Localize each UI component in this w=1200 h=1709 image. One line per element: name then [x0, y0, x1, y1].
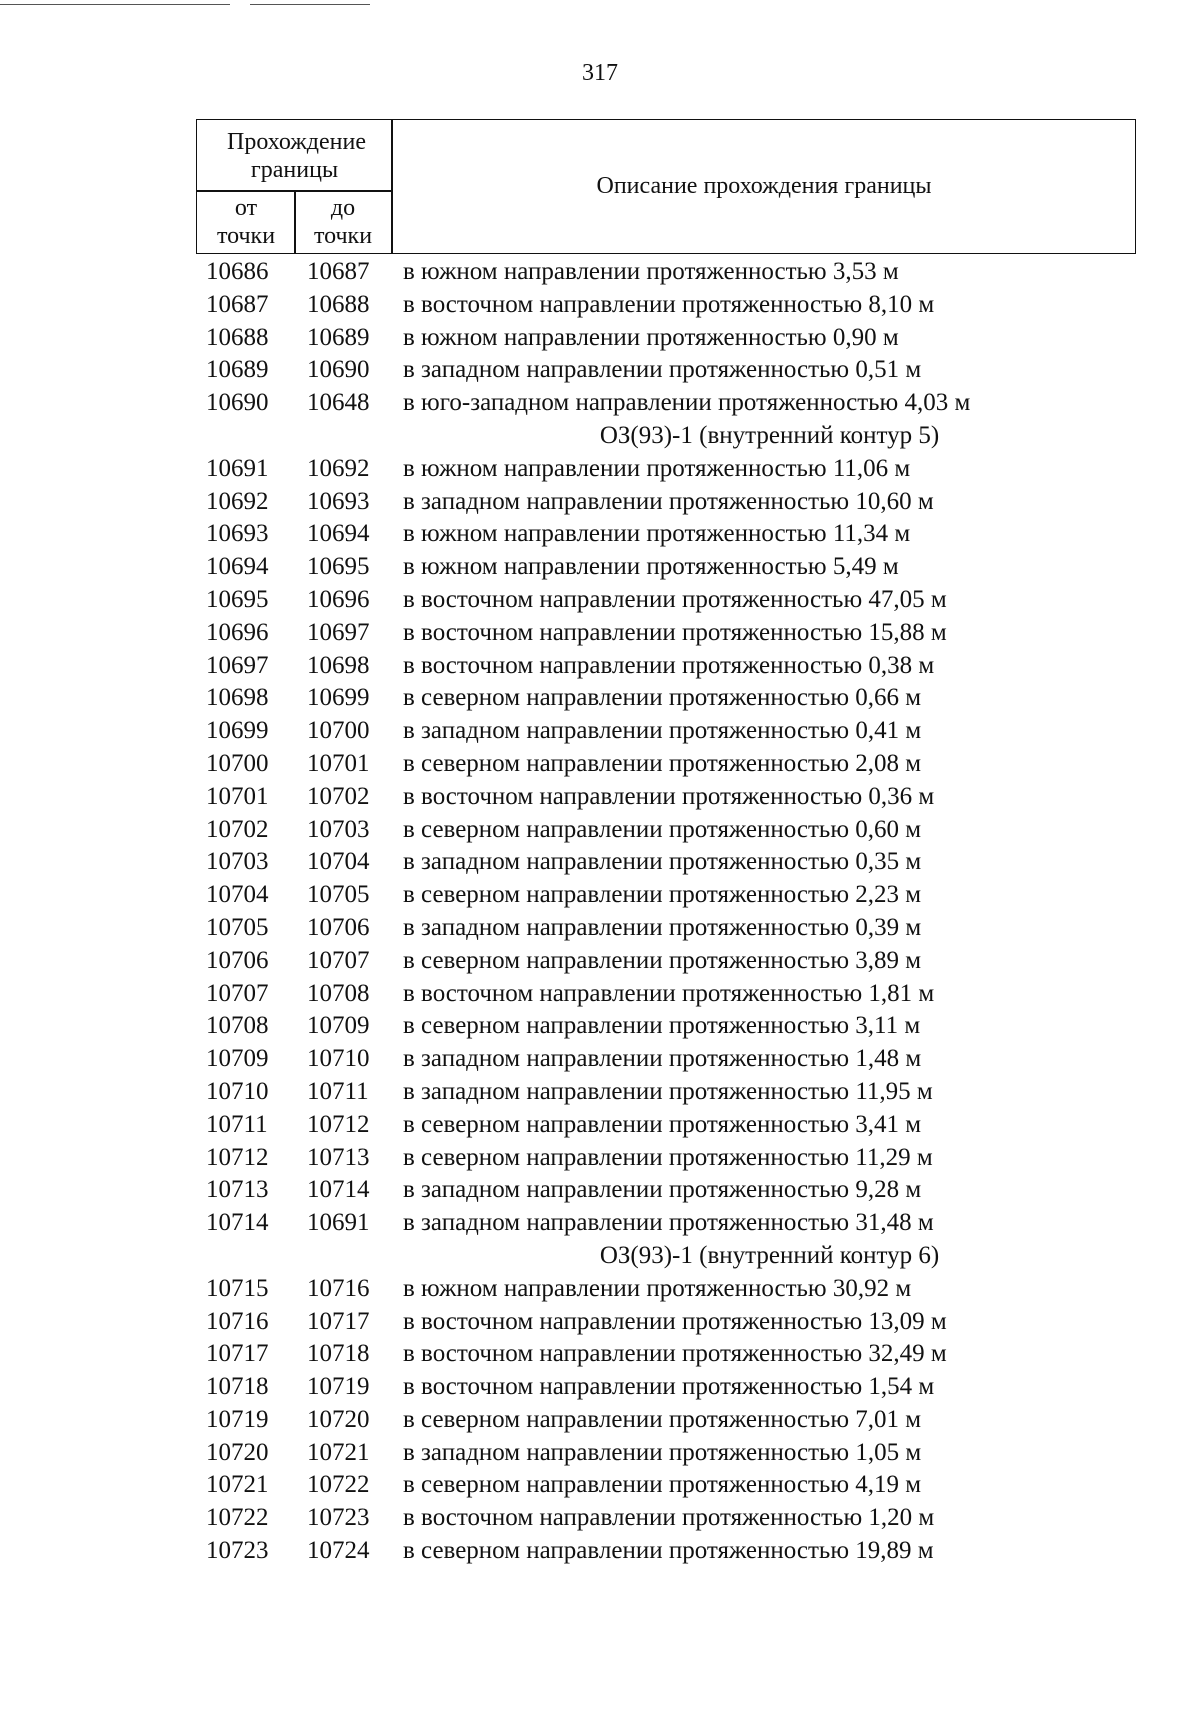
to-point: 10719: [307, 1373, 370, 1401]
to-point: 10688: [307, 290, 370, 318]
table-row: [0, 387, 1200, 420]
to-point: 10698: [307, 651, 370, 679]
to-point: 10720: [307, 1405, 370, 1433]
scan-edge-line: [250, 4, 370, 5]
to-point: 10703: [307, 815, 370, 843]
to-point: 10648: [307, 389, 370, 417]
boundary-description: в восточном направлении протяженностью 13,09 м: [403, 1307, 947, 1335]
to-point: 10691: [307, 1209, 370, 1237]
boundary-description: в западном направлении протяженностью 1,05 м: [403, 1438, 922, 1466]
from-point: 10712: [206, 1143, 269, 1171]
to-point: 10702: [307, 782, 370, 810]
from-point: 10708: [206, 1012, 269, 1040]
table-row: [0, 1404, 1200, 1437]
scan-edge-line: [0, 4, 230, 5]
from-point: 10719: [206, 1405, 269, 1433]
section-heading-row: [0, 420, 1200, 453]
table-row: [0, 1076, 1200, 1109]
table-row: [0, 1371, 1200, 1404]
boundary-description: в северном направлении протяженностью 3,41 м: [403, 1110, 922, 1138]
table-row: [0, 551, 1200, 584]
from-point: 10697: [206, 651, 269, 679]
table-row: [0, 1207, 1200, 1240]
to-point: 10704: [307, 848, 370, 876]
section-title: ОЗ(93)-1 (внутренний контур 6): [599, 1241, 940, 1269]
to-point: 10689: [307, 323, 370, 351]
table-row: [0, 1535, 1200, 1568]
table-row: [0, 748, 1200, 781]
to-point: 10716: [307, 1274, 370, 1302]
to-point: 10695: [307, 553, 370, 581]
table-row: [0, 322, 1200, 355]
boundary-description: в юго-западном направлении протяженностью 4,03 м: [403, 389, 971, 417]
header-to-label: до точки: [313, 195, 373, 249]
from-point: 10698: [206, 684, 269, 712]
to-point: 10714: [307, 1176, 370, 1204]
from-point: 10716: [206, 1307, 269, 1335]
table-row: [0, 354, 1200, 387]
from-point: 10707: [206, 979, 269, 1007]
boundary-description: в восточном направлении протяженностью 1,54 м: [403, 1373, 935, 1401]
boundary-description: в восточном направлении протяженностью 47,05 м: [403, 585, 947, 613]
boundary-description: в восточном направлении протяженностью 1,81 м: [403, 979, 935, 1007]
from-point: 10715: [206, 1274, 269, 1302]
from-point: 10706: [206, 946, 269, 974]
to-point: 10687: [307, 258, 370, 285]
table-row: [0, 1142, 1200, 1175]
to-point: 10723: [307, 1504, 370, 1532]
table-row: [0, 1109, 1200, 1142]
section-heading-row: [0, 1240, 1200, 1273]
to-point: 10692: [307, 454, 370, 482]
from-point: 10696: [206, 618, 269, 646]
to-point: 10705: [307, 881, 370, 909]
table-row: [0, 1437, 1200, 1470]
boundary-description: в западном направлении протяженностью 0,35 м: [403, 848, 922, 876]
table-row: [0, 1338, 1200, 1371]
boundary-description: в восточном направлении протяженностью 1,20 м: [403, 1504, 935, 1532]
table-row: [0, 814, 1200, 847]
to-point: 10696: [307, 585, 370, 613]
to-point: 10701: [307, 749, 370, 777]
from-point: 10699: [206, 717, 269, 745]
table-row: [0, 1306, 1200, 1339]
table-row: [0, 945, 1200, 978]
from-point: 10688: [206, 323, 269, 351]
to-point: 10690: [307, 356, 370, 384]
page-number: 317: [582, 60, 618, 86]
from-point: 10693: [206, 520, 269, 548]
boundary-description: в северном направлении протяженностью 0,60 м: [403, 815, 922, 843]
table-row: [0, 453, 1200, 486]
boundary-description: в южном направлении протяженностью 0,90 м: [403, 323, 899, 351]
from-point: 10717: [206, 1340, 269, 1368]
boundary-description: в южном направлении протяженностью 11,34 м: [403, 520, 911, 548]
boundary-description: в восточном направлении протяженностью 15,88 м: [403, 618, 947, 646]
from-point: 10710: [206, 1077, 269, 1105]
from-point: 10687: [206, 290, 269, 318]
boundary-description: в северном направлении протяженностью 3,89 м: [403, 946, 922, 974]
boundary-description: в северном направлении протяженностью 19,89 м: [403, 1537, 934, 1565]
to-point: 10717: [307, 1307, 370, 1335]
table-row: [0, 1502, 1200, 1535]
to-point: 10694: [307, 520, 370, 548]
table-row: [0, 682, 1200, 715]
from-point: 10703: [206, 848, 269, 876]
from-point: 10722: [206, 1504, 269, 1532]
from-point: 10711: [206, 1110, 268, 1138]
table-row: [0, 1273, 1200, 1306]
table-row: [0, 715, 1200, 748]
from-point: 10690: [206, 389, 269, 417]
to-point: 10708: [307, 979, 370, 1007]
header-from-label: от точки: [216, 195, 276, 249]
table-row: [0, 617, 1200, 650]
boundary-description: в восточном направлении протяженностью 8,10 м: [403, 290, 935, 318]
boundary-description: в южном направлении протяженностью 3,53 м: [403, 258, 899, 285]
to-point: 10718: [307, 1340, 370, 1368]
boundary-description: в западном направлении протяженностью 11,95 м: [403, 1077, 933, 1105]
from-point: 10701: [206, 782, 269, 810]
from-point: 10689: [206, 356, 269, 384]
boundary-description: в северном направлении протяженностью 4,19 м: [403, 1471, 922, 1499]
table-row: [0, 650, 1200, 683]
from-point: 10692: [206, 487, 269, 515]
to-point: 10709: [307, 1012, 370, 1040]
section-title: ОЗ(93)-1 (внутренний контур 5): [599, 421, 940, 449]
to-point: 10699: [307, 684, 370, 712]
from-point: 10705: [206, 913, 269, 941]
to-point: 10693: [307, 487, 370, 515]
table-row: [0, 1469, 1200, 1502]
from-point: 10720: [206, 1438, 269, 1466]
to-point: 10706: [307, 913, 370, 941]
table-row: [0, 1174, 1200, 1207]
table-row: [0, 289, 1200, 322]
boundary-description: в западном направлении протяженностью 0,39 м: [403, 913, 922, 941]
boundary-description: в западном направлении протяженностью 10,60 м: [403, 487, 934, 515]
table-row: [0, 518, 1200, 551]
from-point: 10700: [206, 749, 269, 777]
header-description-label: Описание прохождения границы: [596, 173, 932, 199]
from-point: 10686: [206, 258, 269, 285]
to-point: 10707: [307, 946, 370, 974]
table-row: [0, 978, 1200, 1011]
table-row: [0, 1010, 1200, 1043]
to-point: 10724: [307, 1537, 370, 1565]
from-point: 10713: [206, 1176, 269, 1204]
boundary-table-body: [0, 256, 1200, 1568]
to-point: 10711: [307, 1077, 369, 1105]
to-point: 10722: [307, 1471, 370, 1499]
to-point: 10710: [307, 1045, 370, 1073]
table-row: [0, 584, 1200, 617]
table-row: [0, 486, 1200, 519]
table-row: [0, 912, 1200, 945]
header-passage-title: Прохождение границы: [227, 129, 367, 183]
table-row: [0, 879, 1200, 912]
table-header: [196, 119, 1136, 254]
boundary-description: в южном направлении протяженностью 11,06 м: [403, 454, 911, 482]
from-point: 10702: [206, 815, 269, 843]
boundary-description: в северном направлении протяженностью 7,01 м: [403, 1405, 922, 1433]
header-divider: [294, 190, 296, 253]
boundary-description: в южном направлении протяженностью 5,49 м: [403, 553, 899, 581]
from-point: 10718: [206, 1373, 269, 1401]
table-row: [0, 256, 1200, 289]
boundary-description: в восточном направлении протяженностью 0,36 м: [403, 782, 935, 810]
to-point: 10697: [307, 618, 370, 646]
to-point: 10700: [307, 717, 370, 745]
boundary-description: в западном направлении протяженностью 31,48 м: [403, 1209, 934, 1237]
boundary-description: в восточном направлении протяженностью 32,49 м: [403, 1340, 947, 1368]
from-point: 10709: [206, 1045, 269, 1073]
table-row: [0, 1043, 1200, 1076]
from-point: 10714: [206, 1209, 269, 1237]
to-point: 10713: [307, 1143, 370, 1171]
from-point: 10721: [206, 1471, 269, 1499]
boundary-description: в северном направлении протяженностью 2,08 м: [403, 749, 922, 777]
from-point: 10704: [206, 881, 269, 909]
boundary-description: в западном направлении протяженностью 9,28 м: [403, 1176, 922, 1204]
boundary-description: в северном направлении протяженностью 0,66 м: [403, 684, 922, 712]
boundary-description: в западном направлении протяженностью 0,51 м: [403, 356, 922, 384]
boundary-description: в западном направлении протяженностью 1,48 м: [403, 1045, 922, 1073]
boundary-description: в южном направлении протяженностью 30,92 м: [403, 1274, 912, 1302]
from-point: 10695: [206, 585, 269, 613]
boundary-description: в северном направлении протяженностью 11,29 м: [403, 1143, 933, 1171]
from-point: 10691: [206, 454, 269, 482]
boundary-description: в восточном направлении протяженностью 0,38 м: [403, 651, 935, 679]
table-row: [0, 781, 1200, 814]
boundary-description: в северном направлении протяженностью 2,23 м: [403, 881, 922, 909]
to-point: 10712: [307, 1110, 370, 1138]
boundary-description: в западном направлении протяженностью 0,41 м: [403, 717, 922, 745]
to-point: 10721: [307, 1438, 370, 1466]
boundary-description: в северном направлении протяженностью 3,11 м: [403, 1012, 921, 1040]
from-point: 10694: [206, 553, 269, 581]
header-divider: [197, 190, 392, 192]
table-row: [0, 846, 1200, 879]
from-point: 10723: [206, 1537, 269, 1565]
